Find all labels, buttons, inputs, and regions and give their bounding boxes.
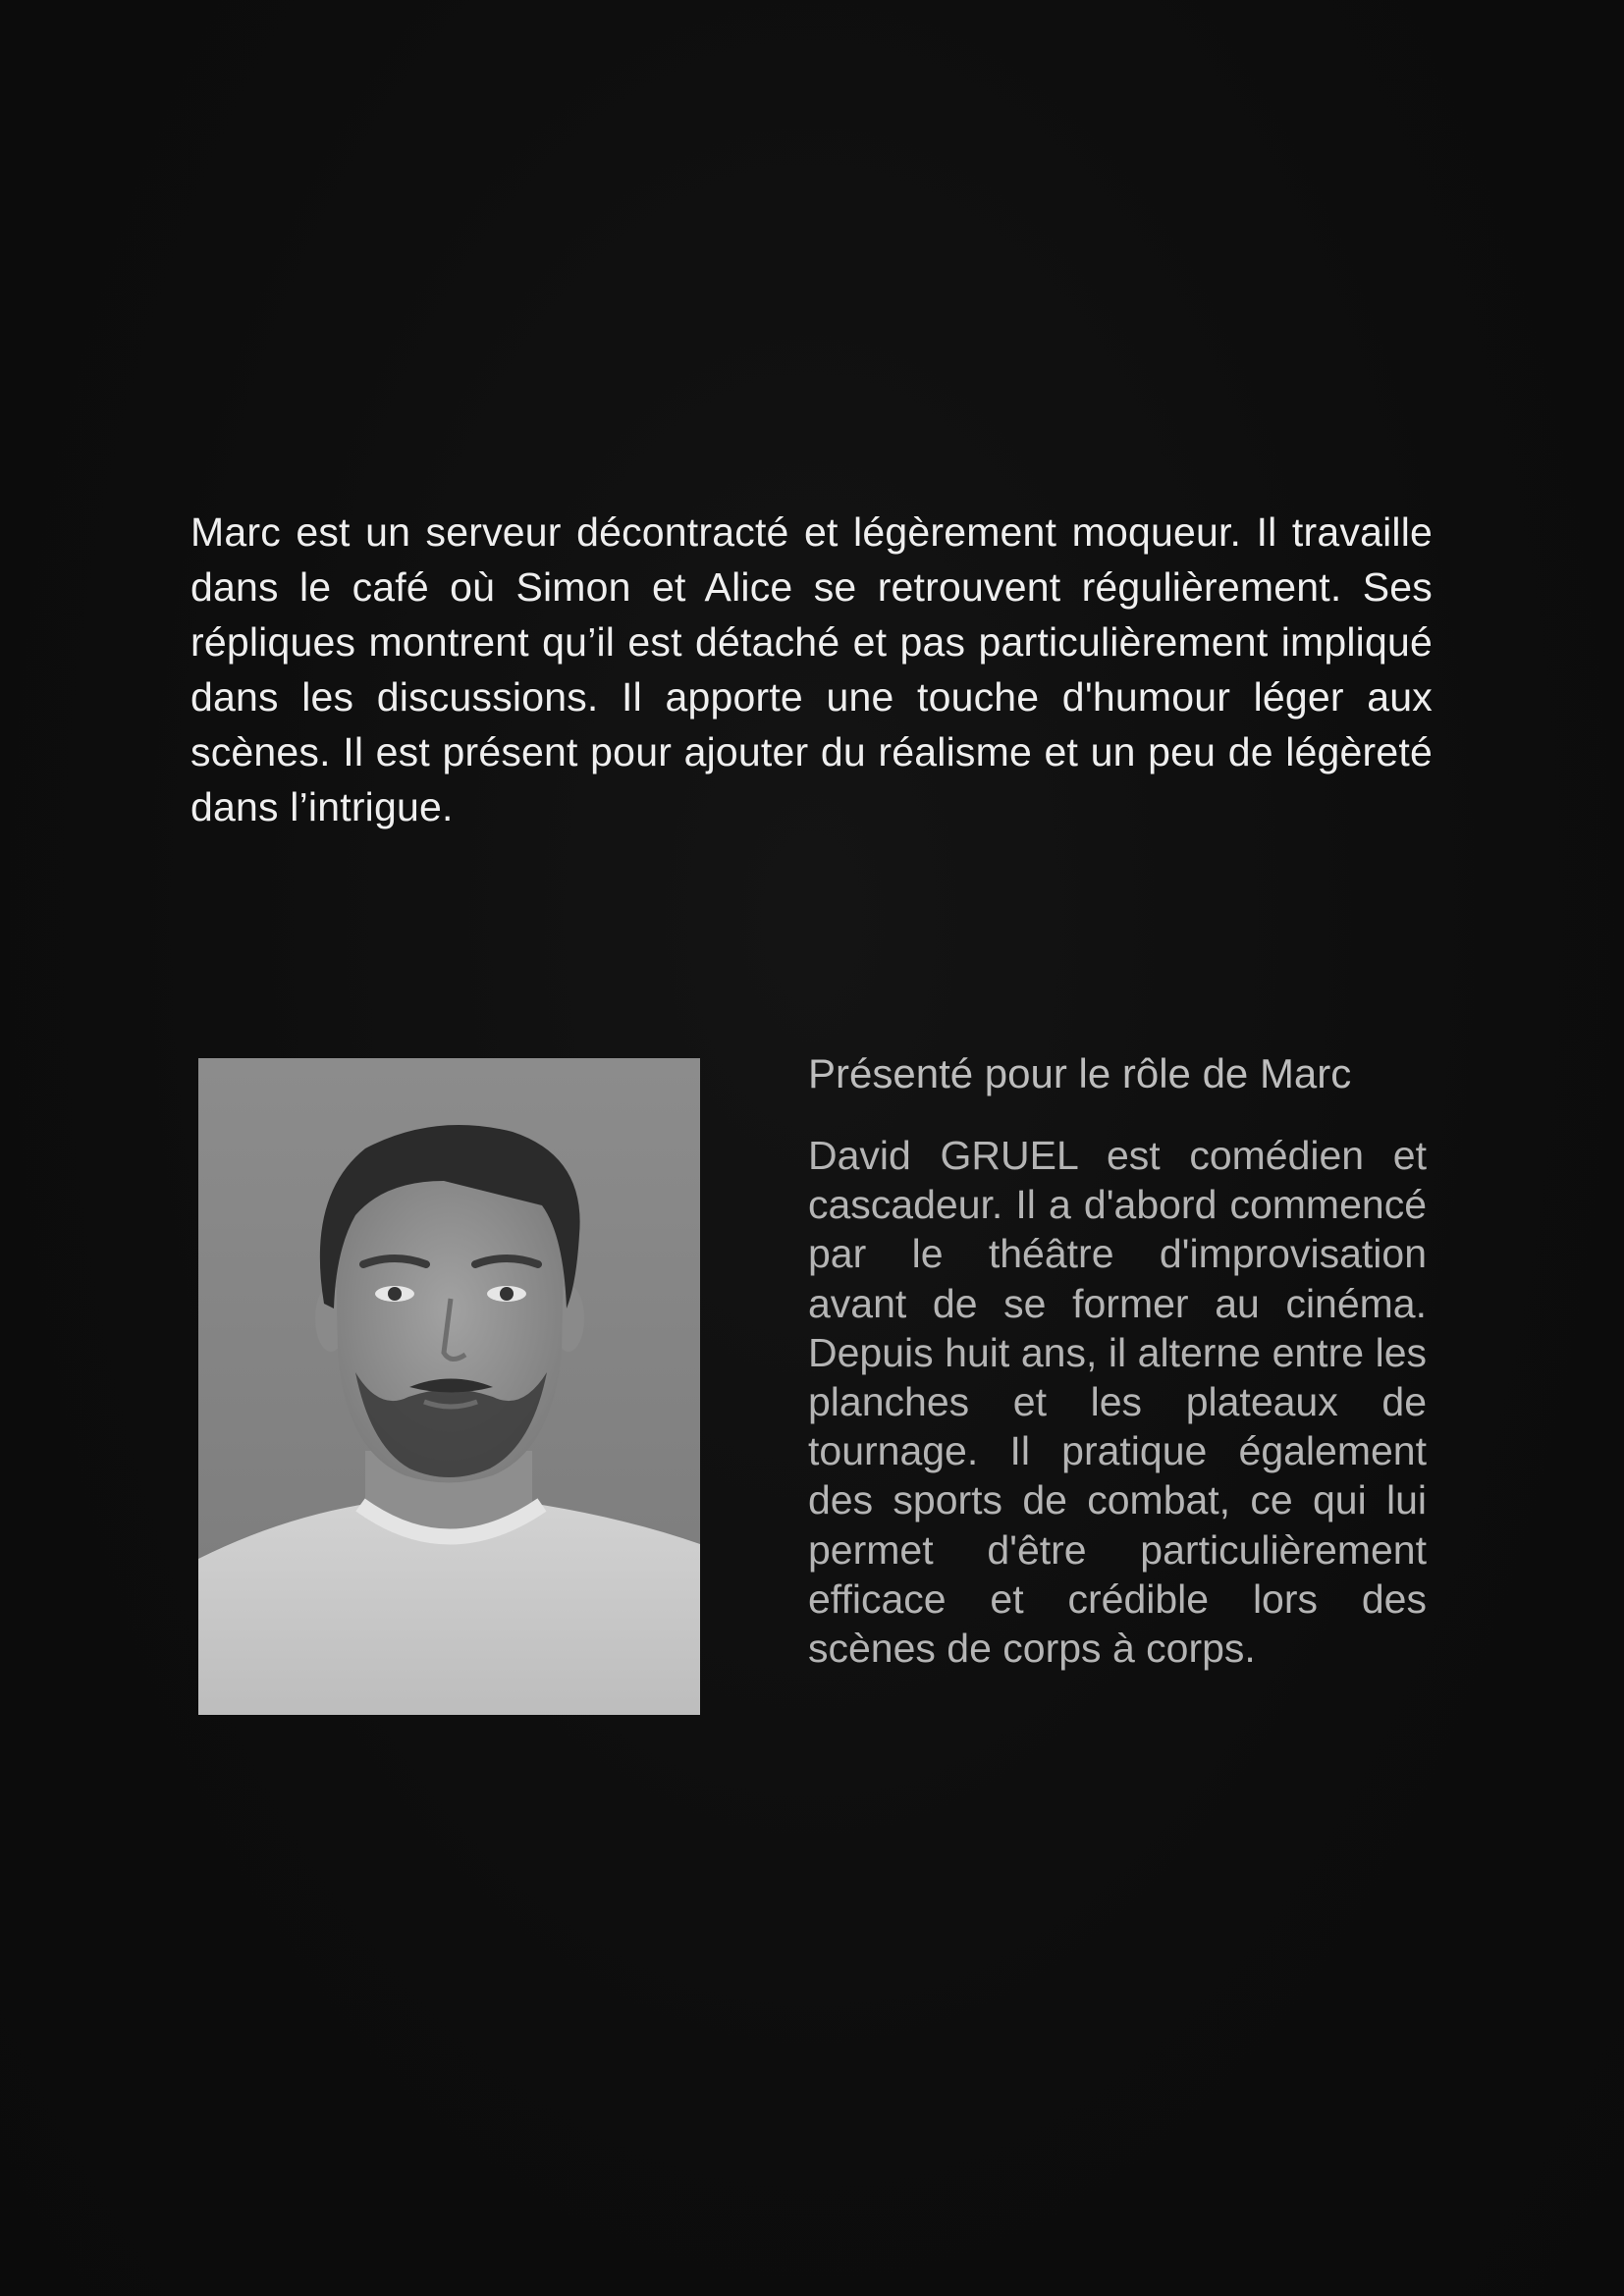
actor-portrait-photo — [198, 1058, 700, 1715]
role-title: Présenté pour le rôle de Marc — [808, 1050, 1352, 1096]
actor-bio: David GRUEL est comédien et cascadeur. Il a d'abord commencé par le théâtre d'improvisation avant de se former au cinéma. Depuis huit ans, il alterne entre les planches et les plateaux de tournage. Il pratique également des sports de combat, ce qui lui permet d'être particulièrement efficace et crédible lors des scènes de corps à corps. — [808, 1133, 1427, 1672]
character-description: Marc est un serveur décontracté et légèrement moqueur. Il travaille dans le café où Simon et Alice se retrouvent régulièrement. Ses répliques montrent qu’il est détaché et pas particulièrement impliqué dans les discussions. Il apporte une touche d'humour léger aux scènes. Il est présent pour ajouter du réalisme et un peu de légèreté dans l’intrigue. — [190, 509, 1433, 829]
portrait-icon — [198, 1058, 700, 1715]
